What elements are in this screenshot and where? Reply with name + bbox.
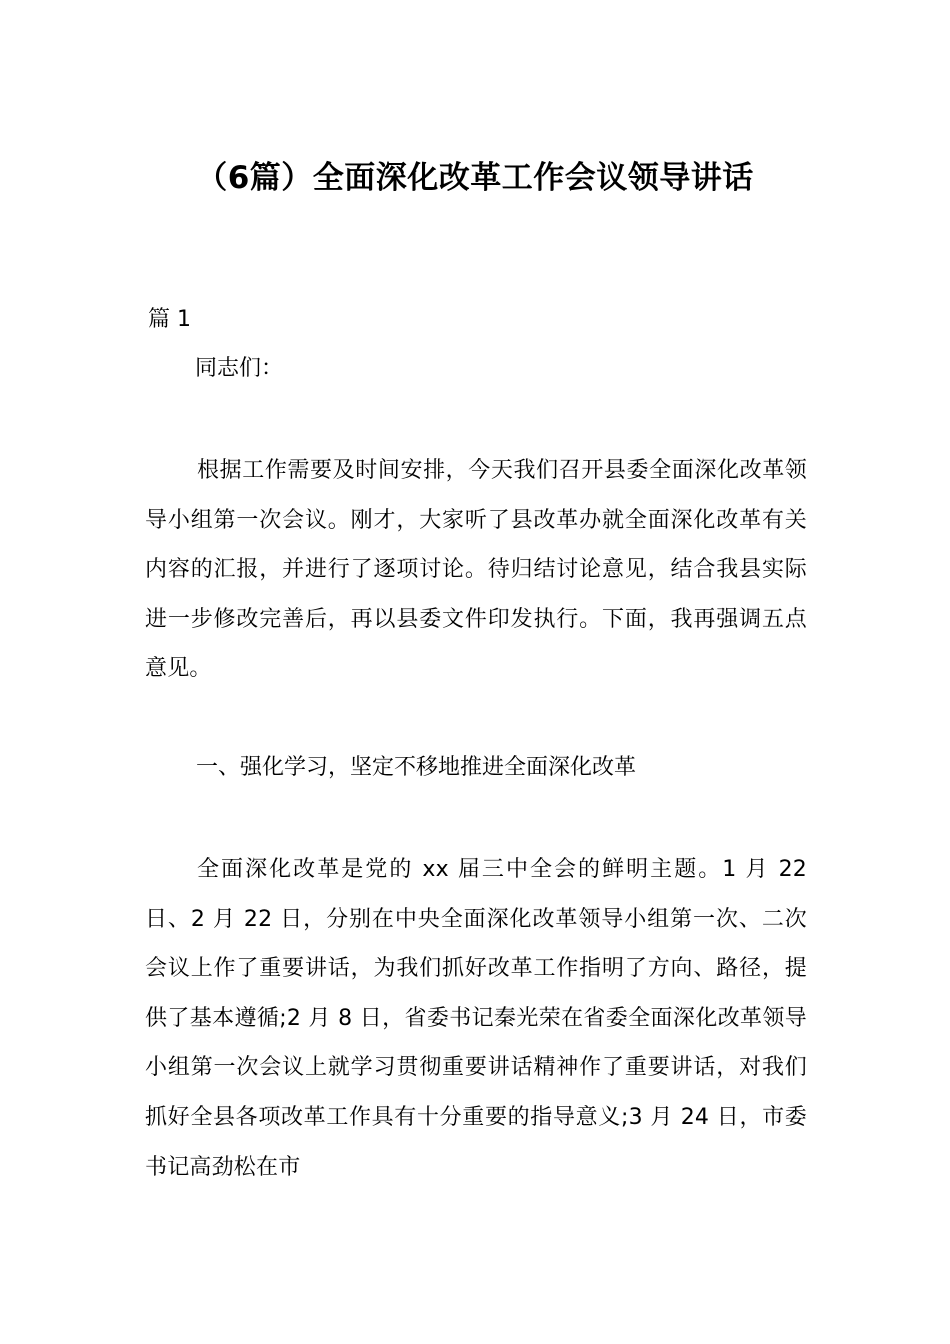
section-label: 篇 1 — [148, 307, 191, 332]
body-paragraph-1: 根据工作需要及时间安排，今天我们召开县委全面深化改革领导小组第一次会议。刚才，大家听了县改革办就全面深化改革有关内容的汇报，并进行了逐项讨论。待归结讨论意见，结合我县实际进一步修改完善后，再以县委文件印发执行。下面，我再强调五点意见。 — [145, 458, 807, 682]
document-title: （6篇）全面深化改革工作会议领导讲话 — [196, 160, 754, 196]
salutation: 同志们： — [195, 356, 284, 381]
body-paragraph-2: 全面深化改革是党的 xx 届三中全会的鲜明主题。1 月 22 日、2 月 22 日，分别在中央全面深化改革领导小组第一次、二次会议上作了重要讲话，为我们抓好改革工作指明了方向、路径，提供了基本遵循;2 月 8 日，省委书记秦光荣在省委全面深化改革领导小组第一次会议上就学习贯彻重要讲话精神作了重要讲话，对我们抓好全县各项改革工作具有十分重要的指导意义;3 月 24 日，市委书记高劲松在市 — [145, 857, 807, 1180]
section-heading-1: 一、强化学习，坚定不移地推进全面深化改革 — [196, 755, 637, 780]
